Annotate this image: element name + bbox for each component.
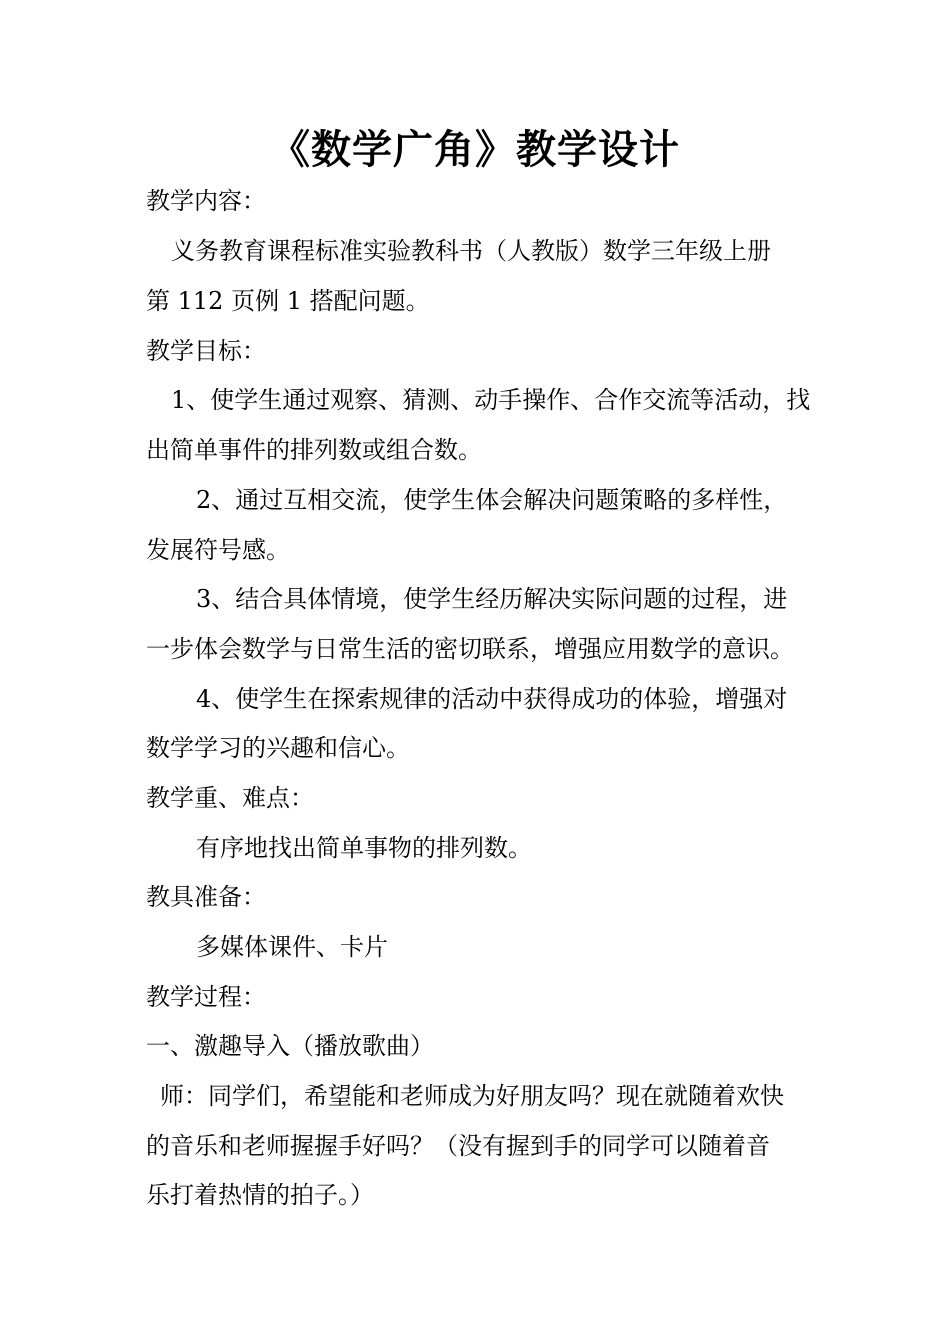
subsection-heading: 一、激趣导入（播放歌曲）	[146, 1032, 434, 1060]
paragraph-line: 有序地找出简单事物的排列数。	[196, 834, 532, 862]
section-heading-content: 教学内容：	[146, 187, 266, 215]
paragraph-line: 第 112 页例 1 搭配问题。	[146, 287, 430, 315]
paragraph-line: 数学学习的兴趣和信心。	[146, 734, 410, 762]
section-heading-objectives: 教学目标：	[146, 337, 266, 365]
document-title: 《数学广角》教学设计	[270, 126, 680, 173]
paragraph-line: 义务教育课程标准实验教科书（人教版）数学三年级上册	[171, 237, 771, 265]
paragraph-line: 4、使学生在探索规律的活动中获得成功的体验，增强对	[196, 685, 788, 713]
paragraph-line: 出简单事件的排列数或组合数。	[146, 436, 482, 464]
paragraph-line: 3、结合具体情境，使学生经历解决实际问题的过程，进	[196, 585, 788, 613]
section-heading-materials: 教具准备：	[146, 883, 266, 911]
paragraph-line: 一步体会数学与日常生活的密切联系，增强应用数学的意识。	[146, 635, 794, 663]
paragraph-line: 2、通过互相交流，使学生体会解决问题策略的多样性，	[196, 486, 788, 514]
section-heading-key-points: 教学重、难点：	[146, 784, 314, 812]
paragraph-line: 1、使学生通过观察、猜测、动手操作、合作交流等活动，找	[171, 386, 811, 414]
paragraph-line: 发展符号感。	[146, 536, 290, 564]
paragraph-line: 师：同学们，希望能和老师成为好朋友吗？现在就随着欢快	[160, 1082, 784, 1110]
section-heading-process: 教学过程：	[146, 983, 266, 1011]
paragraph-line: 多媒体课件、卡片	[196, 933, 388, 961]
paragraph-line: 乐打着热情的拍子。）	[146, 1181, 374, 1209]
paragraph-line: 的音乐和老师握握手好吗？（没有握到手的同学可以随着音	[146, 1132, 770, 1160]
